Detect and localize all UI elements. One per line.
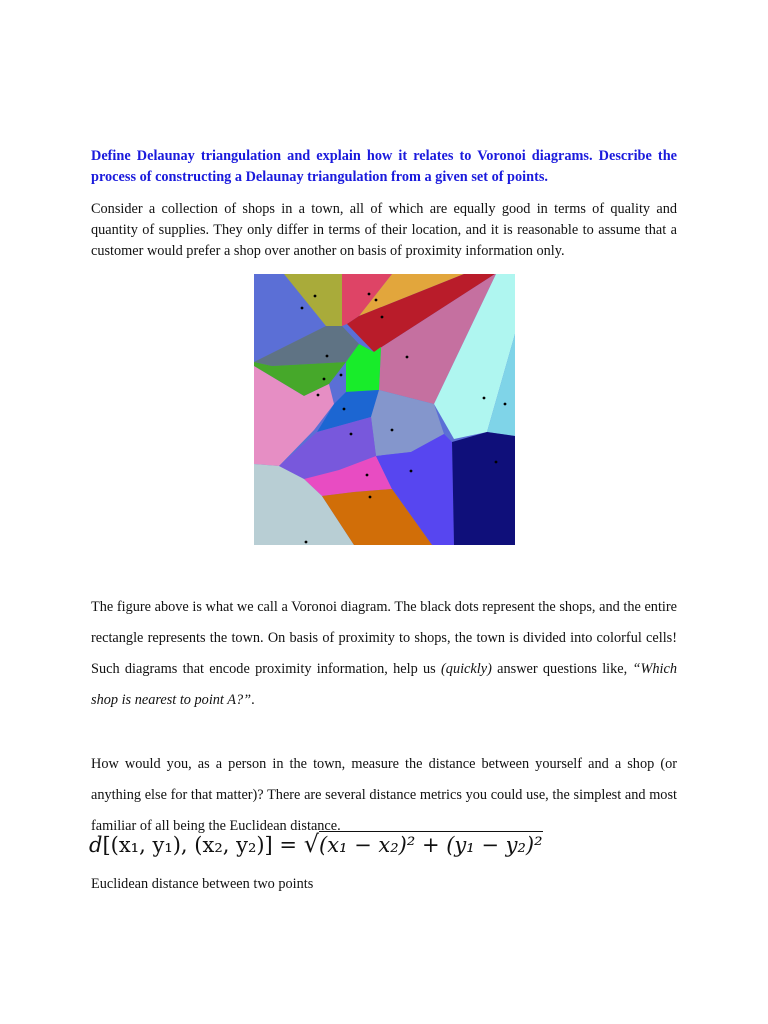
explanation-text-1: The figure above is what we call a Voronoi diagram. The black dots represent the shops, and the entire rectangle represents the town. On basis of proximity to shops, the town is divided into colorful cells! Such diagrams that encode proximity information, help us — [91, 599, 677, 677]
shop-point — [368, 293, 371, 296]
shop-point — [301, 307, 304, 310]
shop-point — [375, 299, 378, 302]
shop-point — [326, 355, 329, 358]
intro-paragraph: Consider a collection of shops in a town, all of which are equally good in terms of quality and quantity of supplies. They only differ in terms of their location, and it is reasonable to assume that a customer would prefer a shop over another on basis of proximity information only. — [91, 201, 677, 259]
explanation-text-2: answer questions like, — [491, 661, 633, 677]
shop-point — [504, 403, 507, 406]
shop-point — [323, 378, 326, 381]
emphasis-question: “Which shop is nearest to point A?” — [91, 661, 677, 708]
formula-caption: Euclidean distance between two points — [91, 876, 314, 892]
shop-point — [369, 496, 372, 499]
shop-point — [483, 397, 486, 400]
emphasis-quickly: (quickly) — [441, 661, 492, 677]
shop-point — [305, 541, 308, 544]
shop-point — [495, 461, 498, 464]
shop-point — [381, 316, 384, 319]
formula-d: d — [89, 833, 103, 857]
voronoi-explanation-paragraph — [91, 592, 677, 716]
sqrt-symbol: √ — [303, 830, 319, 858]
shop-point — [391, 429, 394, 432]
voronoi-cell — [452, 432, 515, 545]
formula-radicand: (x₁ − x₂)² + (y₁ − y₂)² — [319, 833, 543, 857]
shop-point — [406, 356, 409, 359]
shop-point — [314, 295, 317, 298]
distance-paragraph: How would you, as a person in the town, measure the distance between yourself and a shop (or anything else for that matter)? There are several distance metrics you could use, the simplest and most familiar of all being the Euclidean distance. — [91, 756, 677, 834]
formula-sqrt — [304, 828, 543, 861]
voronoi-diagram-image — [254, 274, 515, 545]
shop-point — [350, 433, 353, 436]
shop-point — [366, 474, 369, 477]
question-heading: Define Delaunay triangulation and explain how it relates to Voronoi diagrams. Describe the process of constructing a Delaunay triangulation from a given set of points. — [91, 148, 677, 185]
explanation-text-3: . — [251, 692, 255, 708]
shop-point — [317, 394, 320, 397]
formula-lhs: [(x₁, y₁), (x₂, y₂)] = — [102, 833, 304, 857]
euclidean-distance-formula — [89, 828, 543, 861]
shop-point — [410, 470, 413, 473]
shop-point — [343, 408, 346, 411]
shop-point — [340, 374, 343, 377]
